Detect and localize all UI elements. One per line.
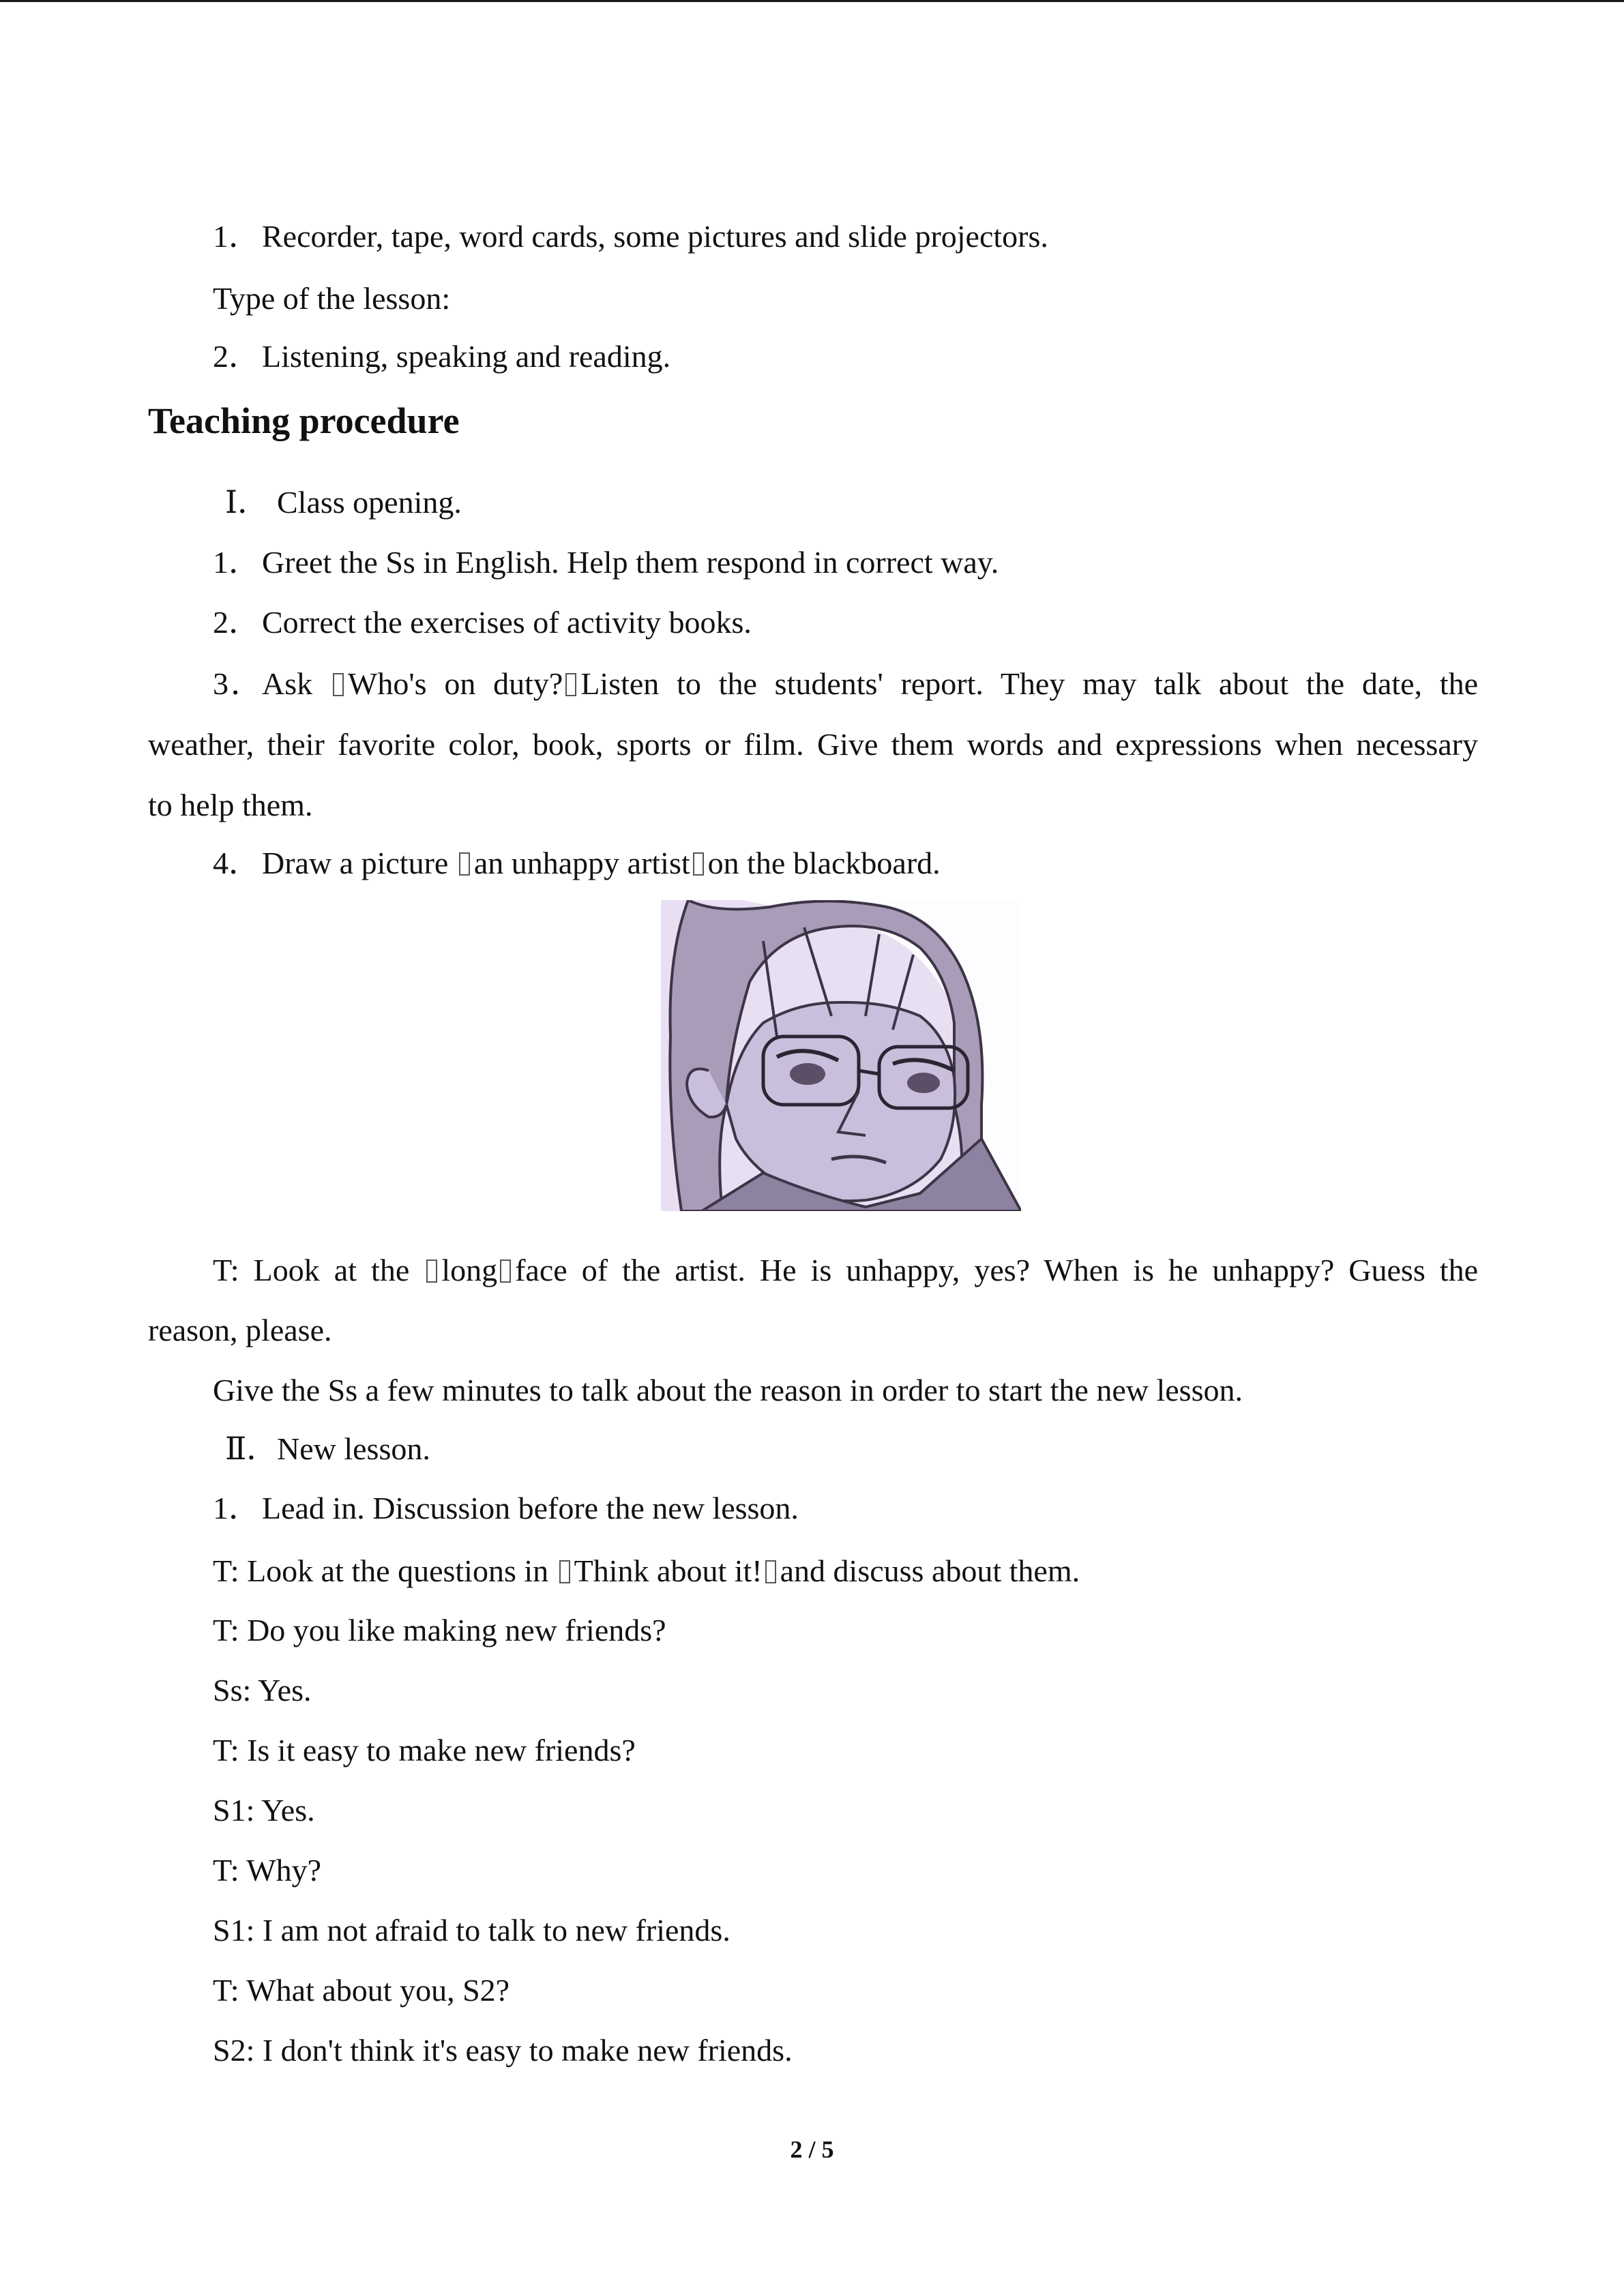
top-border-line [0, 0, 1624, 2]
missing-glyph-box [333, 673, 344, 696]
list-text: Recorder, tape, word cards, some pictures and slide projectors. [262, 219, 1048, 254]
step-4 [148, 844, 1478, 883]
teacher-text-a: T: Look at the [213, 1253, 410, 1287]
dialogue-line: T: Why? [213, 1853, 322, 1888]
section-heading: Teaching procedure [148, 400, 460, 441]
missing-glyph-box [459, 852, 470, 876]
list-number: 1． [213, 1491, 260, 1525]
list-number: 1． [213, 545, 260, 580]
roman-numeral: Ⅱ． [225, 1431, 278, 1466]
dialogue-line: S1: I am not afraid to talk to new friends. [213, 1913, 730, 1948]
step-1 [148, 543, 1478, 582]
teacher-line-1 [148, 1251, 1478, 1290]
materials-item-1 [148, 217, 1478, 256]
step-3-text-b: Who's on duty? [347, 666, 563, 701]
step-3-line-3: to help them. [148, 788, 313, 822]
teacher-line-2: reason, please. [148, 1313, 332, 1347]
list-number: 3． [213, 666, 262, 701]
step-3-text-a: Ask [262, 666, 313, 701]
page-number: 2 / 5 [790, 2136, 834, 2163]
list-number: 1． [213, 219, 260, 254]
missing-glyph-box [765, 1560, 776, 1583]
dialogue-line: Ss: Yes. [213, 1673, 312, 1708]
list-text: Greet the Ss in English. Help them respond in correct way. [262, 545, 999, 580]
look-text-a: T: Look at the questions in [213, 1553, 549, 1588]
list-text: Listening, speaking and reading. [262, 339, 671, 374]
section-title-text: Class opening. [277, 485, 462, 520]
step-4-text-c: on the blackboard. [707, 846, 941, 880]
missing-glyph-box [559, 1560, 570, 1583]
section-1-title [148, 483, 1478, 522]
step-3-line-1 [148, 664, 1478, 704]
list-number: 4． [213, 846, 260, 880]
dialogue-line: T: Is it easy to make new friends? [213, 1733, 636, 1768]
think-about-it-line [148, 1551, 1478, 1591]
step-3-line-2: weather, their favorite color, book, sports or film. Give them words and expressions when necessary [148, 727, 1478, 762]
section-2-title [148, 1429, 1478, 1469]
look-text-b: Think about it! [574, 1553, 763, 1588]
section-title-text: New lesson. [277, 1431, 430, 1466]
step-3-text-c: Listen to the students' report. They may talk about the date, the [580, 666, 1478, 701]
dialogue-line: T: What about you, S2? [213, 1973, 510, 2008]
missing-glyph-box [693, 852, 704, 876]
new-lesson-step-1 [148, 1489, 1478, 1528]
teacher-text-b: long [441, 1253, 498, 1287]
list-number: 2． [213, 339, 260, 374]
teacher-text-c: face of the artist. He is unhappy, yes? When is he unhappy? Guess the [515, 1253, 1478, 1287]
look-text-c: and discuss about them. [780, 1553, 1080, 1588]
list-text: Lead in. Discussion before the new lesson. [262, 1491, 799, 1525]
list-text: Correct the exercises of activity books. [262, 605, 752, 640]
list-number: 2． [213, 605, 260, 640]
missing-glyph-box [426, 1259, 437, 1283]
step-2 [148, 603, 1478, 642]
unhappy-artist-illustration [661, 900, 1021, 1211]
dialogue-line: S2: I don't think it's easy to make new friends. [213, 2033, 793, 2068]
step-4-text-a: Draw a picture [262, 846, 449, 880]
step-4-text-b: an unhappy artist [473, 846, 690, 880]
lesson-type-label: Type of the lesson: [213, 281, 451, 316]
missing-glyph-box [565, 673, 576, 696]
roman-numeral: Ⅰ． [225, 485, 269, 520]
materials-item-2 [148, 337, 1478, 376]
dialogue-line: T: Do you like making new friends? [213, 1613, 666, 1648]
missing-glyph-box [500, 1259, 511, 1283]
dialogue-line: S1: Yes. [213, 1793, 315, 1828]
instruction-line: Give the Ss a few minutes to talk about the reason in order to start the new lesson. [213, 1373, 1243, 1407]
